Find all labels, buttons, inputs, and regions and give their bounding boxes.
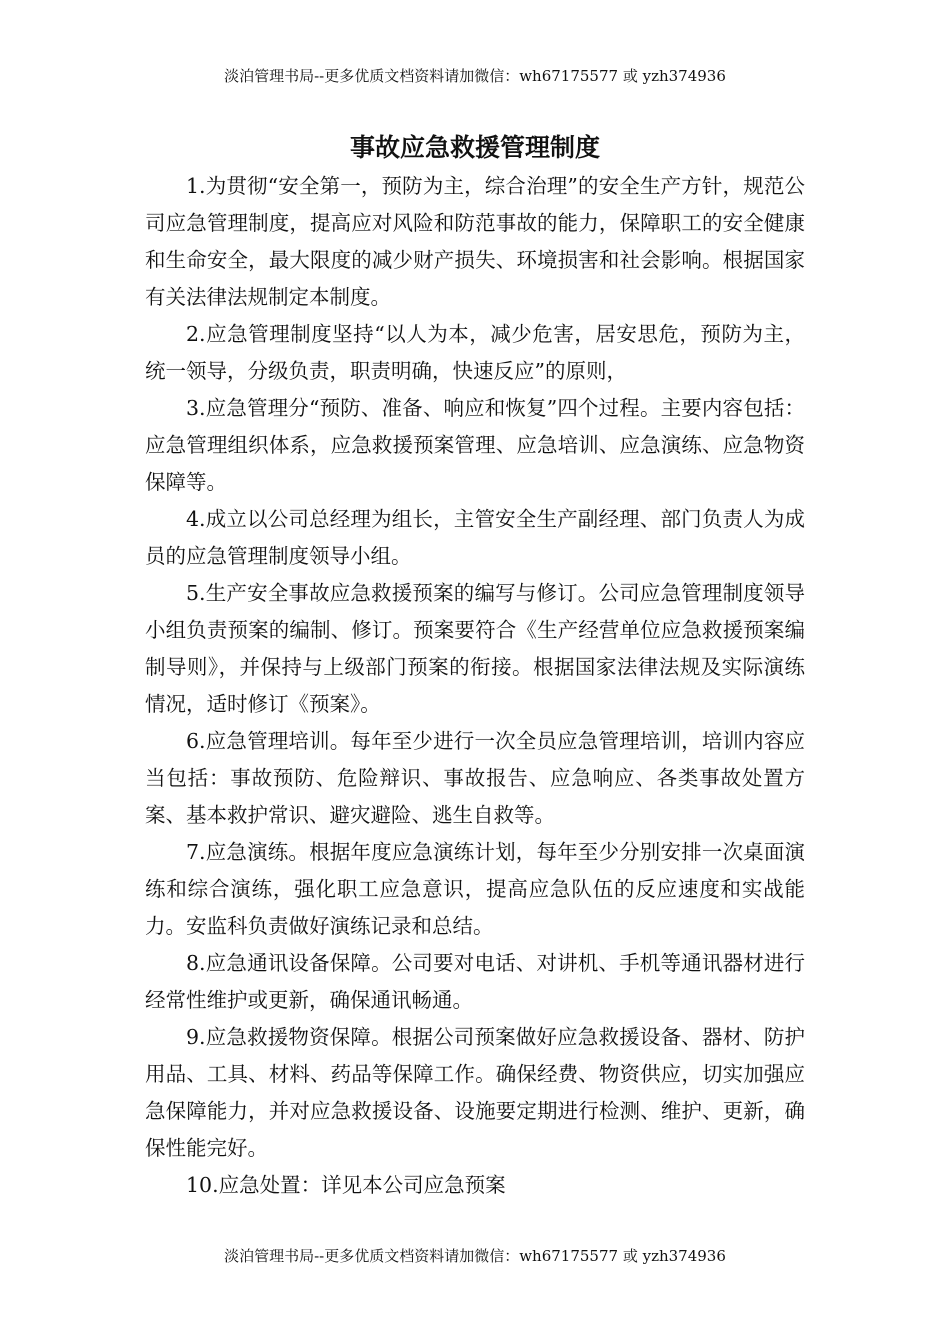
document-title: 事故应急救援管理制度	[349, 133, 600, 162]
document-body	[145, 168, 805, 1204]
paragraph-9: 9.应急救援物资保障。根据公司预案做好应急救援设备、器材、防护用品、工具、材料、药品等保障工作。确保经费、物资供应，切实加强应急保障能力，并对应急救援设备、设施要定期进行检测、维护、更新，确保性能完好。	[145, 1025, 805, 1160]
page-header: 淡泊管理书局--更多优质文档资料请加微信：wh67175577 或 yzh374936	[224, 67, 726, 85]
paragraph-2: 2.应急管理制度坚持“以人为本，减少危害，居安思危，预防为主，统一领导，分级负责，职责明确，快速反应”的原则，	[145, 322, 805, 383]
paragraph-3: 3.应急管理分“预防、准备、响应和恢复”四个过程。主要内容包括：应急管理组织体系，应急救援预案管理、应急培训、应急演练、应急物资保障等。	[145, 396, 805, 494]
paragraph-10: 10.应急处置：详见本公司应急预案	[186, 1173, 506, 1197]
paragraph-8: 8.应急通讯设备保障。公司要对电话、对讲机、手机等通讯器材进行经常性维护或更新，确保通讯畅通。	[145, 951, 805, 1012]
paragraph-5: 5.生产安全事故应急救援预案的编写与修订。公司应急管理制度领导小组负责预案的编制、修订。预案要符合《生产经营单位应急救援预案编制导则》，并保持与上级部门预案的衔接。根据国家法律法规及实际演练情况，适时修订《预案》。	[145, 581, 805, 716]
page-footer: 淡泊管理书局--更多优质文档资料请加微信：wh67175577 或 yzh374936	[224, 1247, 726, 1265]
paragraph-7: 7.应急演练。根据年度应急演练计划，每年至少分别安排一次桌面演练和综合演练，强化职工应急意识，提高应急队伍的反应速度和实战能力。安监科负责做好演练记录和总结。	[145, 840, 805, 938]
paragraph-6: 6.应急管理培训。每年至少进行一次全员应急管理培训，培训内容应当包括：事故预防、危险辩识、事故报告、应急响应、各类事故处置方案、基本救护常识、避灾避险、逃生自救等。	[145, 729, 805, 827]
paragraph-4: 4.成立以公司总经理为组长，主管安全生产副经理、部门负责人为成员的应急管理制度领导小组。	[145, 507, 805, 568]
paragraph-1: 1.为贯彻“安全第一，预防为主，综合治理”的安全生产方针，规范公司应急管理制度，提高应对风险和防范事故的能力，保障职工的安全健康和生命安全，最大限度的减少财产损失、环境损害和社会影响。根据国家有关法律法规制定本制度。	[145, 174, 805, 309]
